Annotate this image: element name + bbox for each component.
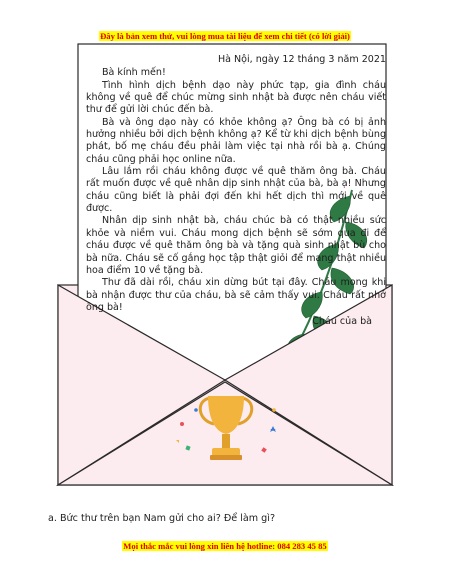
letter-greeting: Bà kính mến! — [102, 67, 166, 79]
letter-paragraph: Bà và ông dạo này có khỏe không ạ? Ông bà có bị ảnh hưởng nhiều bởi dịch bệnh không ạ? Kể từ khi dịch bệnh bùng phát, bố mẹ cháu đều phải làm việc tại nhà rồi bà ạ. Chúng cháu cũng phải học online nữa. — [86, 116, 386, 165]
letter-body — [86, 54, 386, 329]
letter-paragraph: Nhân dịp sinh nhật bà, cháu chúc bà có thật nhiều sức khỏe và niềm vui. Cháu mong dịch bệnh sẽ sớm qua đi để cháu được về quê thăm ông bà và tặng quà sinh nhật bù cho bà nữa. Cháu sẽ cố gắng học tập thật giỏi để mang thật nhiều hoa điểm 10 về tặng bà. — [86, 215, 386, 276]
hotline-banner — [0, 536, 450, 554]
exercise-question: a. Bức thư trên bạn Nam gửi cho ai? Để làm gì? — [48, 513, 276, 524]
letter-signature: Cháu của bà — [312, 316, 372, 328]
letter-paragraph: Lâu lắm rồi cháu không được về quê thăm ông bà. Cháu rất muốn được về quê nhân dịp sinh nhật của bà, bà ạ! Nhưng cháu cũng biết là phải đợi đến khi hết dịch thì mới về quê được. — [86, 166, 386, 215]
letter-date: Hà Nội, ngày 12 tháng 3 năm 2021 — [217, 54, 386, 65]
hotline-text: Mọi thắc mắc vui lòng xin liên hệ hotline: 084 283 45 85 — [123, 541, 327, 551]
letter-paragraph: Thư đã dài rồi, cháu xin dừng bút tại đây. Cháu mong khi bà nhận được thư của cháu, bà sẽ cảm thấy vui. Cháu rất nhớ ông bà! — [86, 277, 386, 313]
letter-paragraph: Tình hình dịch bệnh dạo này phức tạp, gia đình cháu không về quê để chúc mừng sinh nhật bà được nên cháu viết thư để gửi lời chúc đến bà. — [86, 79, 386, 116]
preview-notice-text: Đây là bản xem thử, vui lòng mua tài liệu để xem chi tiết (có lời giải) — [100, 31, 350, 41]
